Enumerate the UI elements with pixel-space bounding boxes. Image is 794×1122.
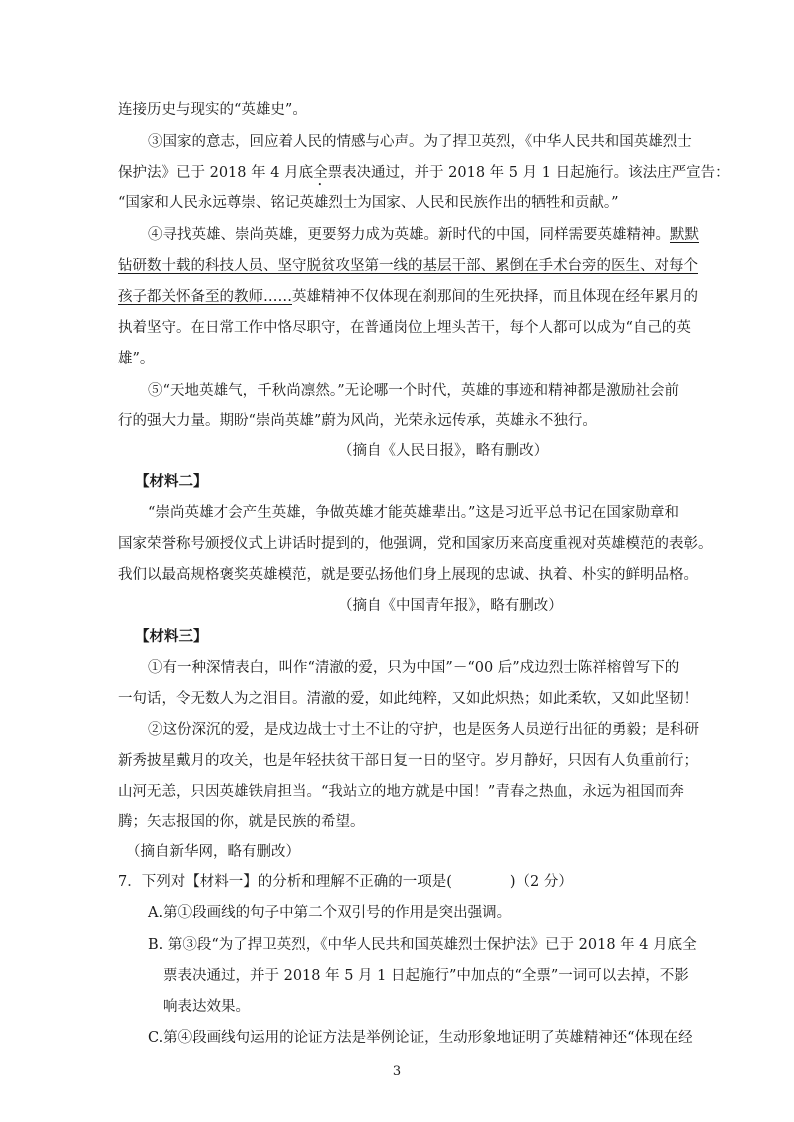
- material-2-line-3: 我们以最高规格褒奖英雄模范，就是要弘扬他们身上展现的忠诚、执着、朴实的鲜明品格。: [118, 567, 698, 583]
- material-3-p2-line-4: 腾；矢志报国的你，就是民族的希望。: [118, 814, 365, 830]
- question-7-option-b-line-2: 票表决通过，并于 2018 年 5 月 1 日起施行”中加点的“全票”一词可以去掉，不影: [163, 968, 689, 984]
- material-2-line-2: 国家荣誉称号颁授仪式上讲话时提到的，他强调，党和国家历来高度重视对英雄模范的表彰。: [118, 536, 713, 552]
- paragraph-4-line-5: 雄”。: [118, 351, 155, 367]
- text-segment: 保护法》已于 2018 年 4 月底: [118, 165, 314, 181]
- question-7-option-b-line-3: 响表达效果。: [163, 999, 250, 1015]
- paragraph-3-line-3: “国家和人民永远尊崇、铭记英雄烈士为国家、人民和民族作出的牺牲和贡献。”: [118, 195, 619, 211]
- material-2-heading: 【材料二】: [135, 473, 208, 490]
- material-3-p2-line-1: ②这份深沉的爱，是戍边战士寸土不让的守护，也是医务人员逆行出征的勇毅；是科研: [148, 722, 699, 738]
- source-citation-1: （摘自《人民日报》，略有删改）: [338, 443, 549, 459]
- material-3-p2-line-3: 山河无恙，只因英雄铁肩担当。“我站立的地方就是中国！”青春之热血，永远为祖国而奔: [118, 784, 684, 800]
- question-7-option-b-line-1: B. 第③段“为了捍卫英烈，《中华人民共和国英雄烈士保护法》已于 2018 年 4 月底全: [148, 937, 697, 953]
- paragraph-5-line-2: 行的强大力量。期盼“崇尚英雄”蔚为风尚，光荣永远传承，英雄永不独行。: [118, 413, 597, 429]
- question-7-stem: 7．下列对【材料一】的分析和理解不正确的一项是( )（2 分）: [118, 874, 573, 890]
- paragraph-continuation: 连接历史与现实的“英雄史”。: [118, 102, 307, 118]
- paragraph-5-line-1: ⑤“天地英雄气，千秋尚凛然。”无论哪一个时代，英雄的事迹和精神都是激励社会前: [148, 383, 679, 399]
- paragraph-4-line-4: 执着坚守。在日常工作中恪尽职守，在普通岗位上埋头苦干，每个人都可以成为“自己的英: [118, 320, 691, 336]
- material-3-p1-line-1: ①有一种深情表白，叫作“清澈的爱，只为中国”－“00 后”戍边烈士陈祥榕曾写下的: [148, 660, 680, 676]
- text-segment: 英雄精神不仅体现在刹那间的生死抉择，而且体现在经年累月的: [292, 289, 698, 305]
- question-7-option-c: C.第④段画线句运用的论证方法是举例论证，生动形象地证明了英雄精神还“体现在经: [148, 1030, 693, 1046]
- paragraph-3-line-2: [118, 163, 730, 189]
- page-number: 3: [392, 1064, 402, 1079]
- material-3-p2-line-2: 新秀披星戴月的攻关，也是年轻扶贫干部日复一日的坚守。岁月静好，只因有人负重前行；: [118, 753, 698, 769]
- text-segment: 票表决通过，并于 2018 年 5 月 1 日起施行。该法庄严宣告：: [327, 165, 730, 181]
- underlined-text: 默默: [670, 227, 699, 243]
- paragraph-3-line-1: ③国家的意志，回应着人民的情感与心声。为了捍卫英烈，《中华人民共和国英雄烈士: [148, 134, 692, 150]
- material-2-line-1: “崇尚英雄才会产生英雄，争做英雄才能英雄辈出。”这是习近平总书记在国家勋章和: [148, 505, 679, 521]
- source-citation-2: （摘自《中国青年报》，略有删改）: [338, 598, 563, 614]
- paragraph-4-line-1: [148, 225, 699, 245]
- underlined-text: 孩子都关怀备至的教师……: [118, 289, 292, 305]
- text-segment: ④寻找英雄、崇尚英雄，更要努力成为英雄。新时代的中国，同样需要英雄精神。: [148, 227, 670, 243]
- question-7-option-a: A.第①段画线的句子中第二个双引号的作用是突出强调。: [148, 905, 512, 921]
- paragraph-4-line-2-underlined: 钻研数十载的科技人员、坚守脱贫攻坚第一线的基层干部、累倒在手术台旁的医生、对每个: [118, 258, 698, 274]
- material-3-p1-line-2: 一句话，令无数人为之泪目。清澈的爱，如此纯粹，又如此炽热；如此柔软，又如此坚韧！: [118, 691, 698, 707]
- source-citation-3: （摘自新华网，略有删改）: [126, 844, 300, 860]
- material-3-heading: 【材料三】: [135, 628, 208, 645]
- emphasis-dotted-char: 全: [313, 165, 328, 181]
- paragraph-4-line-3: [118, 287, 698, 307]
